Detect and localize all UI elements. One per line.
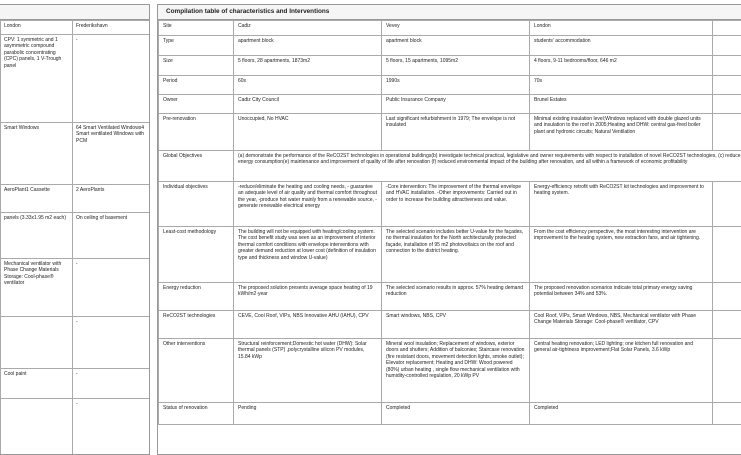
table-row: [1, 317, 151, 369]
table-cell: -: [73, 259, 151, 317]
row-label: Least-cost methodology: [159, 227, 234, 283]
table-cell: From the cost efficiency perspective, the most interesting intervention are improvement to the heating system, new extraction fans, and air tightening.: [530, 227, 713, 283]
table-cell: -reduce/eliminate the heating and cooling needs, - guarantee an adequate level of air quality and thermal comfort throughout the year, -produce hot water mainly from a renewable source, -generate renewable electrical energy: [234, 182, 382, 227]
table-cell: The selected scenario includes better U-value for the façades, no thermal insulation for the North architecturally protected façade, installation of 95 m2 photovoltaics on the roof and connection to the district heating.: [382, 227, 530, 283]
table-cell: Public Insurance Company: [382, 95, 530, 114]
table-cell: -: [73, 317, 151, 369]
table-cell: Mineral wool insulation; Replacement of windows, exterior doors and shutters; Addition of balconies; Staircase renovation (fire resistant doors, movement detection lights, smoke outlet); Elevator replacement; Heating and DHW: Wood powered (80%) urban heating , single flow mechanical ventilation with humidity-controlled regulation, 20 kWp PV: [382, 339, 530, 403]
table-row: [159, 56, 741, 76]
table-cell: Pending: [234, 403, 382, 425]
table-row: [159, 76, 741, 95]
previous-table: [0, 20, 150, 455]
table-cell: [713, 36, 741, 56]
table-cell-span: (a) demonstrate the performance of the ReCO2ST technologies in operational buildings(b) investigate technical practical, legislative and owner requirements with respect to installation of novel ReCO2ST technologies, (c) reduce energy consumption(e) maintenance and improvement of quality of life after renovation (f) reduced environmental impact of the building after renovation, and all within a framework of economic profitability: [234, 151, 741, 182]
table-cell: The building will not be equipped with heating/cooling system. The cost benefit study was seen as an improvement of interior thermal comfort conditions with envelope interventions with greater demand reduction at lower cost (definition of insulation type and thickness and window U-value): [234, 227, 382, 283]
table-row: [1, 123, 151, 185]
left-panel-title-bar: [0, 5, 149, 20]
table-cell: The proposed renovation scenarios indicate total primary energy saving potential between 34% and 53%.: [530, 283, 713, 311]
row-label: Size: [159, 56, 234, 76]
table-cell: [713, 311, 741, 339]
table-cell: 60s: [234, 76, 382, 95]
table-row: [1, 213, 151, 259]
table-header-row: [1, 21, 151, 35]
table-row: [159, 403, 741, 425]
table-cell: [713, 114, 741, 151]
table-cell: Brunel Estates: [530, 95, 713, 114]
table-cell: -: [73, 399, 151, 455]
table-cell: The proposed solution presents average space heating of 19 kWh/m2·year: [234, 283, 382, 311]
table-cell: apartment block: [382, 36, 530, 56]
compilation-table-panel: [157, 4, 741, 455]
table-cell: Mechanical ventilator with Phase Change Materials Storage: Cool-phase® ventilator: [1, 259, 73, 317]
table-cell: Minimal existing insulation level;Windows replaced with double glazed units and insulation to the roof in 2005;Heating and DHW: central gas-fired boiler plant and hydronic circuits; Natural Ventilation: [530, 114, 713, 151]
table-row: [1, 185, 151, 213]
row-label: ReCO2ST technologies: [159, 311, 234, 339]
column-header-vevey: Vevey: [382, 21, 530, 36]
table-row: [159, 114, 741, 151]
table-cell: 5 floors, 15 apartments, 1095m2: [382, 56, 530, 76]
table-row: [159, 36, 741, 56]
table-cell: On ceiling of basement: [73, 213, 151, 259]
row-label: Energy reduction: [159, 283, 234, 311]
table-cell: CEVE, Cool Roof, VIPs, NBS Innovative AHU (IAHU), CPV: [234, 311, 382, 339]
table-cell: panels (3.33x1.95 m2 each): [1, 213, 73, 259]
column-header-extra: [713, 21, 741, 36]
table-row: [1, 259, 151, 317]
compilation-table: [158, 20, 741, 425]
table-cell: [713, 227, 741, 283]
column-header-site: Site: [159, 21, 234, 36]
table-cell: Cool Roof, VIPs, Smart Windows, NBS, Mechanical ventilator with Phase Change Materials Storage: Cool-phase® ventilator, CPV: [530, 311, 713, 339]
table-row: [1, 399, 151, 455]
table-row: [1, 35, 151, 123]
table-cell: [713, 56, 741, 76]
table-cell: AeroPlant1 Cassette: [1, 185, 73, 213]
table-cell: 5 floors, 28 apartments, 1873m2: [234, 56, 382, 76]
table-cell: Last significant refurbishment in 1979; The envelope is not insulated: [382, 114, 530, 151]
table-cell: -: [73, 35, 151, 123]
column-header-london: London: [530, 21, 713, 36]
table-cell: CPV: 1 symmetric and 1 asymmetric compound parabolic concentrating (CPC) panels, 1 V-Trough panel: [1, 35, 73, 123]
table-cell: [713, 76, 741, 95]
table-cell: The selected scenario results in approx. 57% heating demand reduction: [382, 283, 530, 311]
column-header-frederikshavn: Frederikshavn: [73, 21, 151, 35]
table-cell: Energy-efficiency retrofit with ReCO2ST kit technologies and improvement to heating system.: [530, 182, 713, 227]
table-row: [159, 95, 741, 114]
table-cell: [1, 317, 73, 369]
table-row: [159, 182, 741, 227]
row-label: Status of renovation: [159, 403, 234, 425]
table-cell: 4 floors, 9-11 bedrooms/floor, 646 m2: [530, 56, 713, 76]
table-cell: [713, 403, 741, 425]
table-cell: [713, 182, 741, 227]
table-cell: [713, 339, 741, 403]
table-cell: Central heating renovation; LED lighting; one kitchen full renovation and general air-tightness improvement;Flat Solar Panels, 3.6 kWp: [530, 339, 713, 403]
compilation-table-title: Compilation table of characteristics and Interventions: [158, 5, 741, 20]
row-label: Individual objectives: [159, 182, 234, 227]
table-cell: -Core intervention: The improvement of the thermal envelope and HVAC installation. -Other improvements: Carried out in order to increase the building attractiveness and value.: [382, 182, 530, 227]
previous-table-panel: [0, 4, 150, 455]
table-cell: Structural reinforcement;Domestic hot water (DHW): Solar thermal panels (STP) ,polycrystalline silicon PV modules, 15.84 kWp: [234, 339, 382, 403]
table-cell: 2 AeroPlants: [73, 185, 151, 213]
table-cell: 64 Smart Ventilated Windows4 Smart ventilated Windows with PCM: [73, 123, 151, 185]
row-label: Global Objectives: [159, 151, 234, 182]
table-cell: 1990s: [382, 76, 530, 95]
table-cell: Completed: [382, 403, 530, 425]
table-header-row: [159, 21, 741, 36]
table-cell: [1, 399, 73, 455]
table-row: [159, 339, 741, 403]
column-header-london: London: [1, 21, 73, 35]
table-row: [159, 227, 741, 283]
table-cell: Cadiz City Council: [234, 95, 382, 114]
table-row: [159, 283, 741, 311]
table-cell: apartment block: [234, 36, 382, 56]
table-cell: Smart Windows: [1, 123, 73, 185]
row-label: Type: [159, 36, 234, 56]
row-label: Owner: [159, 95, 234, 114]
row-label: Other interventions: [159, 339, 234, 403]
table-row: [159, 311, 741, 339]
table-row: [1, 369, 151, 399]
table-cell: [713, 95, 741, 114]
row-label: Period: [159, 76, 234, 95]
table-cell: [713, 283, 741, 311]
table-cell: -: [73, 369, 151, 399]
table-cell: students' accommodation: [530, 36, 713, 56]
row-label: Pre-renovation: [159, 114, 234, 151]
table-row: [159, 151, 741, 182]
table-cell: Cool paint: [1, 369, 73, 399]
table-cell: Smart windows, NBS, CPV: [382, 311, 530, 339]
column-header-cadiz: Cadiz: [234, 21, 382, 36]
table-cell: Completed: [530, 403, 713, 425]
table-cell: 70s: [530, 76, 713, 95]
table-cell: Unoccupied, No HVAC: [234, 114, 382, 151]
